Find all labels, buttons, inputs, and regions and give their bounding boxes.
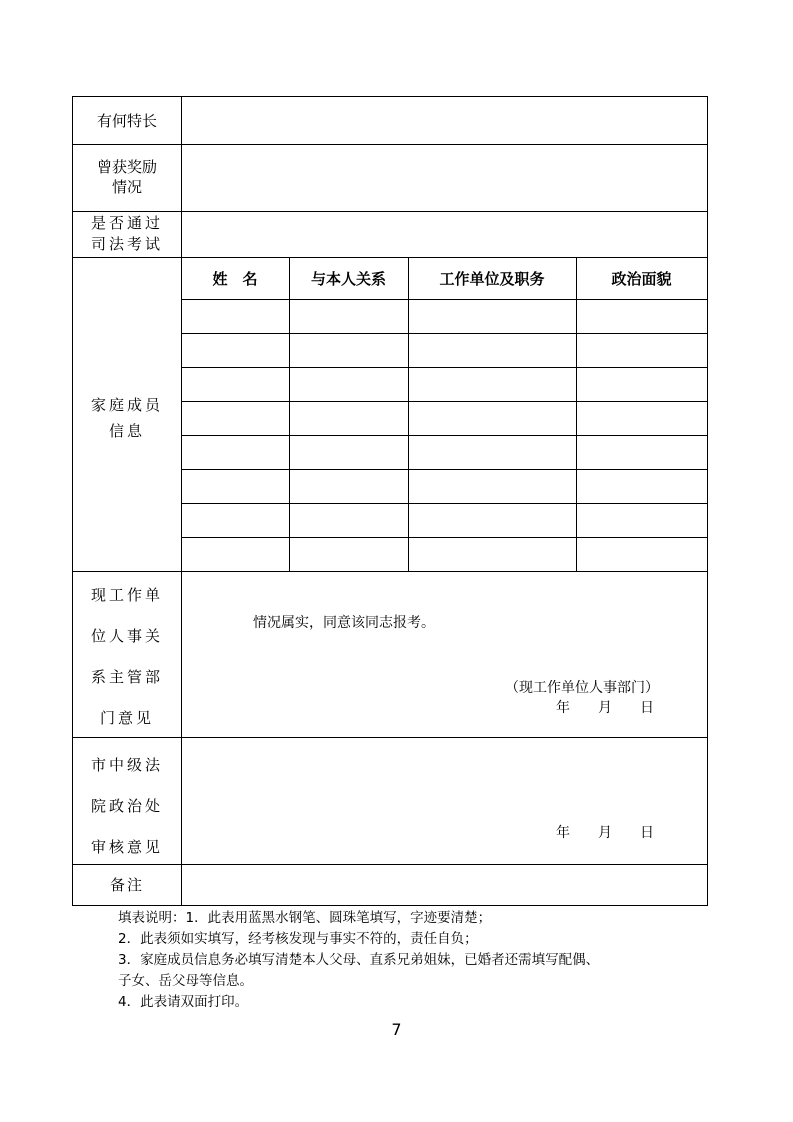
judicial-exam-label-line: 是否通过 [90, 214, 163, 232]
page-number: 7 [391, 1020, 402, 1039]
employer-label-line: 系主管部 [90, 668, 163, 686]
employer-date: 年 月 日 [556, 700, 654, 716]
employer-label-line: 现工作单 [90, 586, 163, 604]
court-date: 年 月 日 [556, 825, 654, 841]
label-column-divider [181, 97, 182, 905]
family-members-label [73, 392, 181, 444]
employer-statement: 情况属实，同意该同志报考。 [253, 615, 435, 631]
employer-label-line: 门意见 [99, 709, 154, 727]
instruction-line: 3．家庭成员信息务必填写清楚本人父母、直系兄弟姐妹，已婚者还需填写配偶、 [118, 952, 600, 968]
family-row-divider [181, 469, 707, 470]
awards-label [73, 157, 181, 197]
family-row-divider [181, 333, 707, 334]
court-opinion-label [73, 745, 181, 868]
employer-label-line: 位人事关 [90, 627, 163, 645]
family-header-relationship: 与本人关系 [310, 269, 386, 288]
family-row-divider [181, 367, 707, 368]
court-label-line: 院政治处 [90, 797, 163, 815]
employer-hr-opinion-label [73, 575, 181, 739]
judicial-exam-label-line: 司法考试 [90, 235, 163, 253]
instruction-line: 2．此表须如实填写，经考核发现与事实不符的，责任自负； [118, 931, 478, 947]
family-column-divider [576, 257, 577, 571]
family-row-divider [181, 537, 707, 538]
form-instructions [118, 908, 718, 1013]
family-header-employer-position: 工作单位及职务 [439, 269, 545, 288]
row-divider [73, 571, 707, 572]
family-row-divider [181, 503, 707, 504]
specialty-label: 有何特长 [96, 111, 157, 130]
family-row-divider [181, 435, 707, 436]
family-members-label-line: 家庭成员 [90, 396, 163, 414]
family-column-divider [289, 257, 290, 571]
awards-label-line: 情况 [111, 178, 142, 196]
instruction-line: 4．此表请双面打印。 [118, 994, 249, 1010]
judicial-exam-label [73, 213, 181, 255]
row-divider [73, 144, 707, 145]
remarks-label: 备注 [109, 875, 144, 894]
family-header-political-status: 政治面貌 [611, 269, 672, 288]
family-row-divider [181, 401, 707, 402]
family-header-name: 姓 名 [212, 269, 258, 288]
family-column-divider [408, 257, 409, 571]
family-row-divider [181, 299, 707, 300]
awards-label-line: 曾获奖励 [96, 158, 157, 176]
application-form-table [72, 96, 708, 906]
row-divider [73, 211, 707, 212]
employer-signature: （现工作单位人事部门） [505, 680, 659, 696]
instruction-line: 填表说明：1．此表用蓝黑水钢笔、圆珠笔填写，字迹要清楚； [118, 910, 492, 926]
instruction-line: 子女、岳父母等信息。 [118, 973, 253, 989]
family-members-label-line: 信息 [108, 422, 145, 440]
court-label-line: 市中级法 [90, 756, 163, 774]
court-label-line: 审核意见 [90, 838, 163, 856]
